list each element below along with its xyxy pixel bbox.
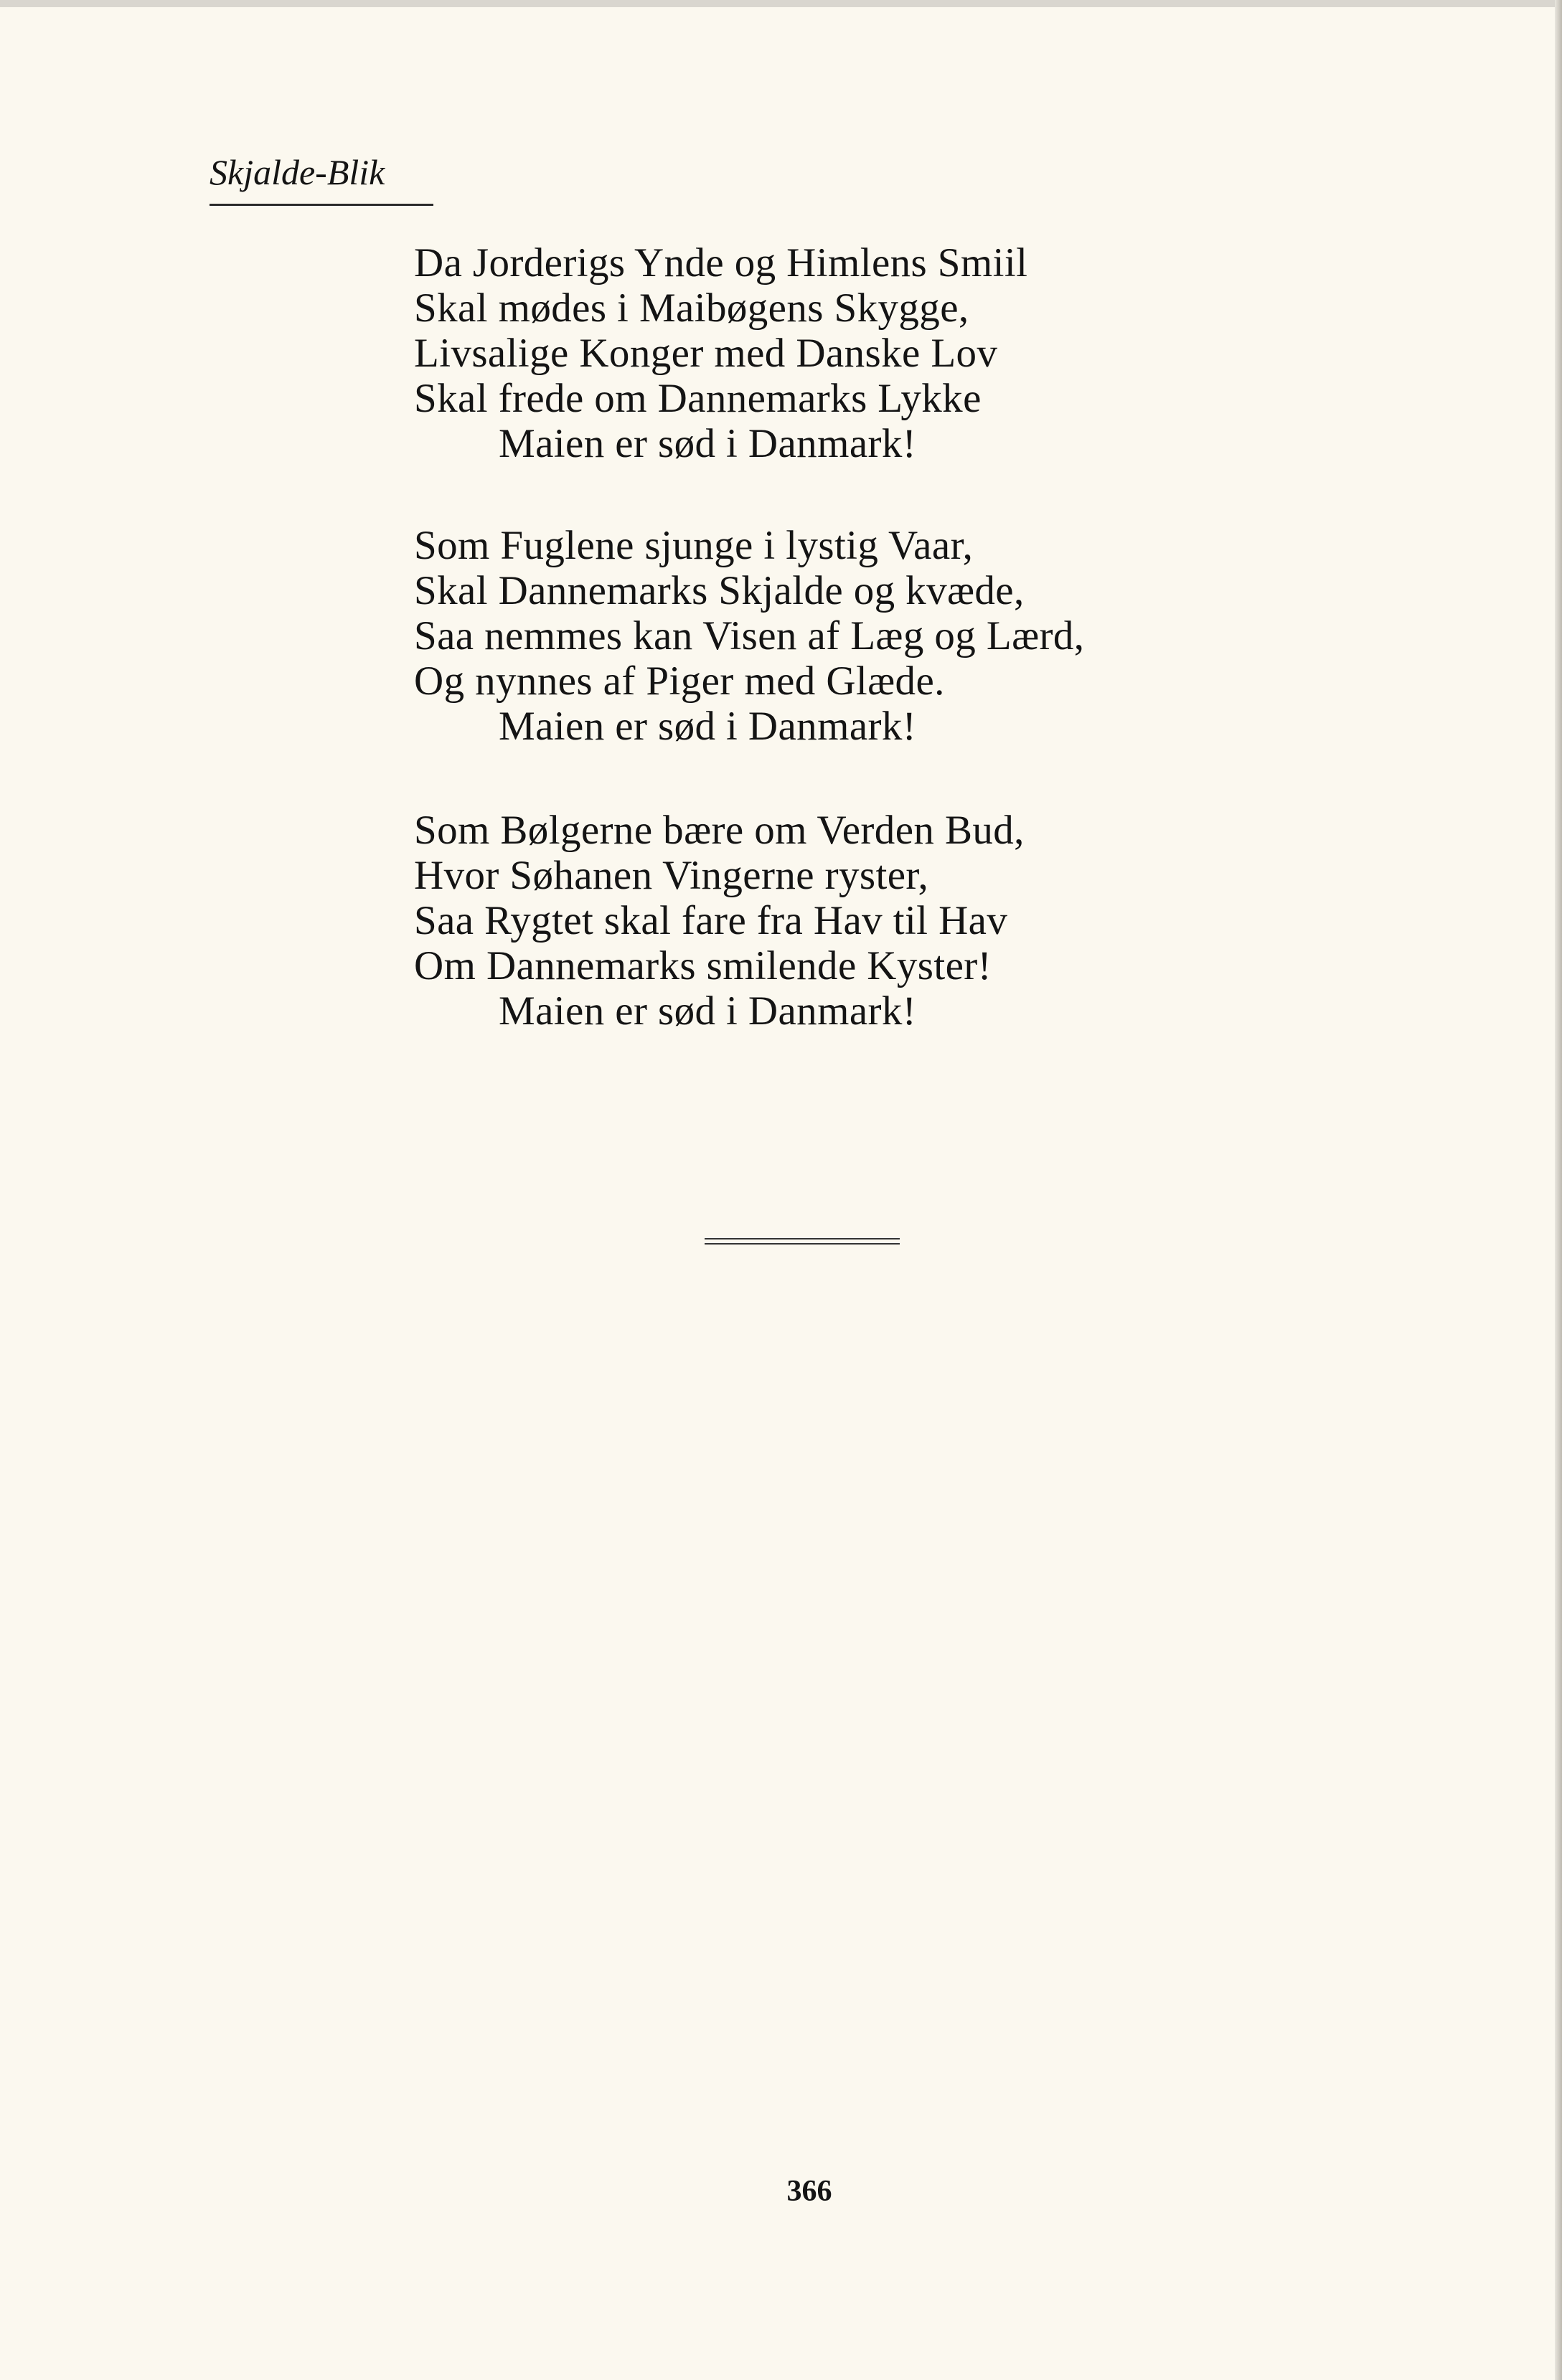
page-number: 366 xyxy=(786,2175,832,2208)
poem-line: Skal frede om Dannemarks Lykke xyxy=(414,376,982,421)
poem-refrain: Maien er sød i Danmark! xyxy=(499,704,917,749)
poem-line: Saa Rygtet skal fare fra Hav til Hav xyxy=(414,898,1008,943)
poem-line: Saa nemmes kan Visen af Læg og Lærd, xyxy=(414,613,1085,658)
page-edge-top xyxy=(0,0,1562,7)
stanza-3 xyxy=(414,808,1025,1034)
poem-line: Som Bølgerne bære om Verden Bud, xyxy=(414,808,1025,853)
end-ornament-rule xyxy=(705,1238,900,1245)
running-header: Skjalde-Blik xyxy=(210,152,385,192)
poem-line: Hvor Søhanen Vingerne ryster, xyxy=(414,853,929,898)
poem-line: Skal Dannemarks Skjalde og kvæde, xyxy=(414,568,1025,613)
page-edge-right xyxy=(1555,0,1562,2380)
poem-refrain: Maien er sød i Danmark! xyxy=(499,421,917,466)
poem-refrain: Maien er sød i Danmark! xyxy=(499,988,917,1034)
poem-line: Om Dannemarks smilende Kyster! xyxy=(414,943,992,988)
stanza-2 xyxy=(414,523,1084,749)
poem-line: Skal mødes i Maibøgens Skygge, xyxy=(414,285,969,331)
poem-line: Da Jorderigs Ynde og Himlens Smiil xyxy=(414,240,1028,285)
poem-line: Livsalige Konger med Danske Lov xyxy=(414,331,998,376)
stanza-1 xyxy=(414,240,1027,466)
poem-line: Og nynnes af Piger med Glæde. xyxy=(414,658,945,704)
poem-line: Som Fuglene sjunge i lystig Vaar, xyxy=(414,523,974,568)
header-rule xyxy=(210,204,433,206)
